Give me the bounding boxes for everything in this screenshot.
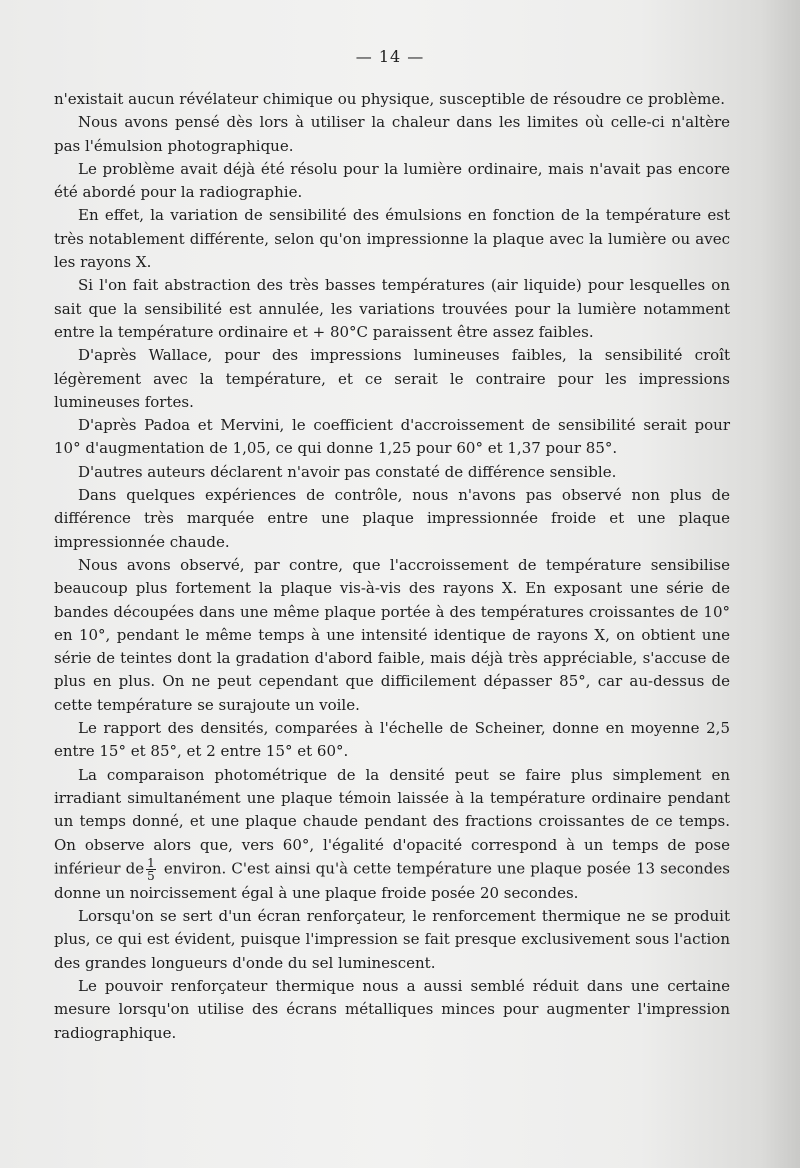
- body-text: [54, 88, 730, 1045]
- page-number: — 14 —: [355, 47, 425, 66]
- fraction-one-fifth: [146, 857, 156, 882]
- photometric-text-before: La comparaison photométrique de la densité peut se faire plus simplement en irradiant simultanément une plaque témoin laissée à la température ordinaire pendant un temps donné, et une plaque chaude pendant des fractions croissantes de ce temps. On observe alors que, vers 60°, l'égalité d'opacité correspond à un temps de pose inférieur de: [54, 765, 730, 878]
- paragraph: n'existait aucun révélateur chimique ou physique, susceptible de résoudre ce problème.: [54, 90, 725, 108]
- paragraph-photometric: [54, 764, 730, 905]
- paragraph: Nous avons observé, par contre, que l'accroissement de température sensibilise beaucoup plus fortement la plaque vis-à-vis des rayons X. En exposant une série de bandes découpées dans une même plaque portée à des températures croissantes de 10° en 10°, pendant le même temps à une intensité identique de rayons X, on obtient une série de teintes dont la gradation d'abord faible, mais déjà très appréciable, s'accuse de plus en plus. On ne peut cependant que difficilement dépasser 85°, car au-dessus de cette température se surajoute un voile.: [54, 555, 730, 714]
- paragraph: D'après Wallace, pour des impressions lumineuses faibles, la sensibilité croît légèrement avec la température, et ce serait le contraire pour les impressions lumineuses fortes.: [54, 346, 730, 411]
- paragraph: Le rapport des densités, comparées à l'échelle de Scheiner, donne en moyenne 2,5 entre 15° et 85°, et 2 entre 15° et 60°.: [54, 719, 730, 761]
- paragraph: D'après Padoa et Mervini, le coefficient d'accroissement de sensibilité serait pour 10° d'augmentation de 1,05, ce qui donne 1,25 pour 60° et 1,37 pour 85°.: [54, 416, 730, 458]
- fraction-denominator: 5: [147, 868, 155, 883]
- paragraph: Dans quelques expériences de contrôle, nous n'avons pas observé non plus de différence très marquée entre une plaque impressionnée froide et une plaque impressionnée chaude.: [54, 486, 730, 551]
- paragraph: Le problème avait déjà été résolu pour la lumière ordinaire, mais n'avait pas encore été abordé pour la radiographie.: [54, 159, 730, 202]
- paragraph: Nous avons pensé dès lors à utiliser la chaleur dans les limites où celle-ci n'altère pas l'émulsion photographique.: [54, 113, 730, 155]
- paragraph: Lorsqu'on se sert d'un écran renforçateur, le renforcement thermique ne se produit plus, ce qui est évident, puisque l'impression se fait presque exclusivement sous l'action des grandes longueurs d'onde du sel luminescent.: [54, 907, 730, 972]
- paragraph: D'autres auteurs déclarent n'avoir pas constaté de différence sensible.: [78, 462, 617, 481]
- paragraph: En effet, la variation de sensibilité des émulsions en fonction de la température est très notablement différente, selon qu'on impressionne la plaque avec la lumière ou avec les rayons X.: [54, 206, 730, 272]
- photometric-text-after: environ. C'est ainsi qu'à cette température une plaque posée 13 secondes donne un noircissement égal à une plaque froide posée 20 secondes.: [54, 859, 730, 902]
- fraction-numerator: 1: [147, 855, 155, 870]
- paragraph: Le pouvoir renforçateur thermique nous a aussi semblé réduit dans une certaine mesure lorsqu'on utilise des écrans métalliques minces pour augmenter l'impression radiographique.: [54, 976, 730, 1042]
- paragraph: Si l'on fait abstraction des très basses températures (air liquide) pour lesquelles on sait que la sensibilité est annulée, les variations trouvées pour la lumière notamment entre la température ordinaire et + 80°C paraissent être assez faibles.: [54, 276, 730, 341]
